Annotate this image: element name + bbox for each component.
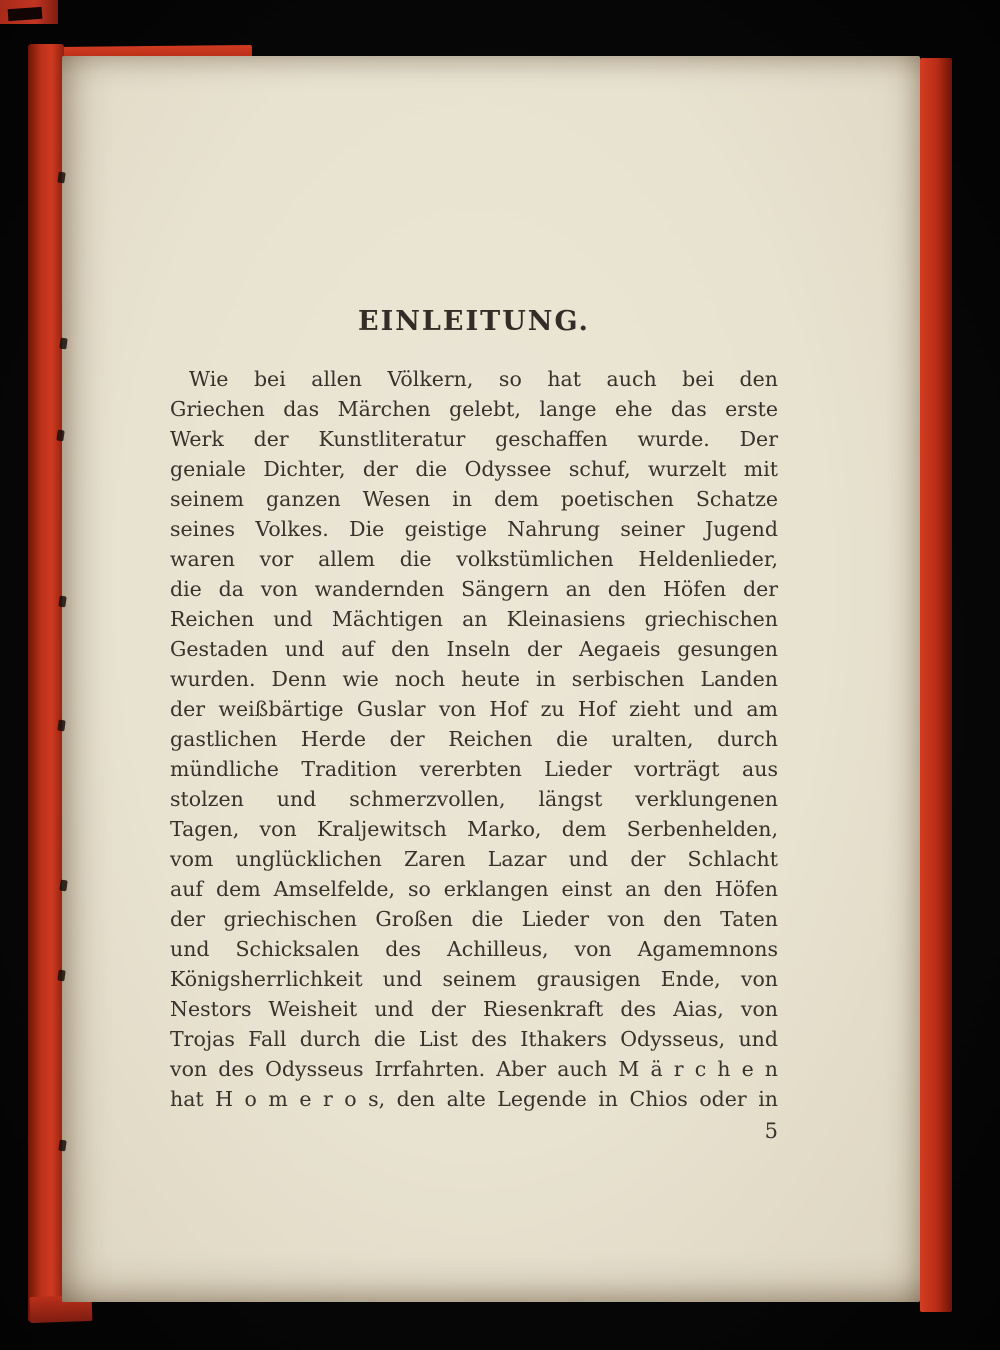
text-line: und Schicksalen des Achilleus, von Agamemnons bbox=[170, 937, 778, 961]
text-line: Werk der Kunstliteratur geschaffen wurde. Der bbox=[170, 427, 778, 451]
text-line: Wie bei allen Völkern, so hat auch bei den bbox=[189, 367, 778, 391]
text-line: die da von wandernden Sängern an den Höfen der bbox=[170, 577, 778, 601]
book-cover-fore-edge bbox=[920, 58, 952, 1312]
text-line: hat H o m e r o s, den alte Legende in Chios oder in bbox=[170, 1087, 778, 1111]
text-block bbox=[170, 306, 778, 1146]
text-line: Trojas Fall durch die List des Ithakers Odysseus, und bbox=[170, 1027, 778, 1051]
text-line: mündliche Tradition vererbten Lieder vorträgt aus bbox=[170, 757, 778, 781]
text-line: von des Odysseus Irrfahrten. Aber auch M ä r c h e n bbox=[170, 1057, 778, 1081]
book-cover-top-corner bbox=[0, 0, 58, 24]
text-line: Gestaden und auf den Inseln der Aegaeis gesungen bbox=[170, 637, 778, 661]
text-line: Reichen und Mächtigen an Kleinasiens griechischen bbox=[170, 607, 778, 631]
text-line: seinem ganzen Wesen in dem poetischen Schatze bbox=[170, 487, 778, 511]
text-line: seines Volkes. Die geistige Nahrung seiner Jugend bbox=[170, 517, 778, 541]
text-line: der weißbärtige Guslar von Hof zu Hof zieht und am bbox=[170, 697, 778, 721]
text-line: waren vor allem die volkstümlichen Heldenlieder, bbox=[170, 547, 778, 571]
text-line: Tagen, von Kraljewitsch Marko, dem Serbenhelden, bbox=[170, 817, 778, 841]
text-line: wurden. Denn wie noch heute in serbischen Landen bbox=[170, 667, 778, 691]
text-line: stolzen und schmerzvollen, längst verklungenen bbox=[170, 787, 778, 811]
page-number: 5 bbox=[764, 1119, 778, 1143]
text-line: vom unglücklichen Zaren Lazar und der Schlacht bbox=[170, 847, 778, 871]
text-line: Nestors Weisheit und der Riesenkraft des Aias, von bbox=[170, 997, 778, 1021]
body-text bbox=[170, 364, 778, 1114]
text-line: Königsherrlichkeit und seinem grausigen Ende, von bbox=[170, 967, 778, 991]
text-line: gastlichen Herde der Reichen die uralten, durch bbox=[170, 727, 778, 751]
text-line: Griechen das Märchen gelebt, lange ehe das erste bbox=[170, 397, 778, 421]
chapter-heading: EINLEITUNG. bbox=[358, 306, 590, 337]
text-line: der griechischen Großen die Lieder von den Taten bbox=[170, 907, 778, 931]
text-line: geniale Dichter, der die Odyssee schuf, wurzelt mit bbox=[170, 457, 778, 481]
text-line: auf dem Amselfelde, so erklangen einst an den Höfen bbox=[170, 877, 778, 901]
book-page bbox=[62, 56, 920, 1302]
book-cover-spine bbox=[28, 44, 64, 1322]
